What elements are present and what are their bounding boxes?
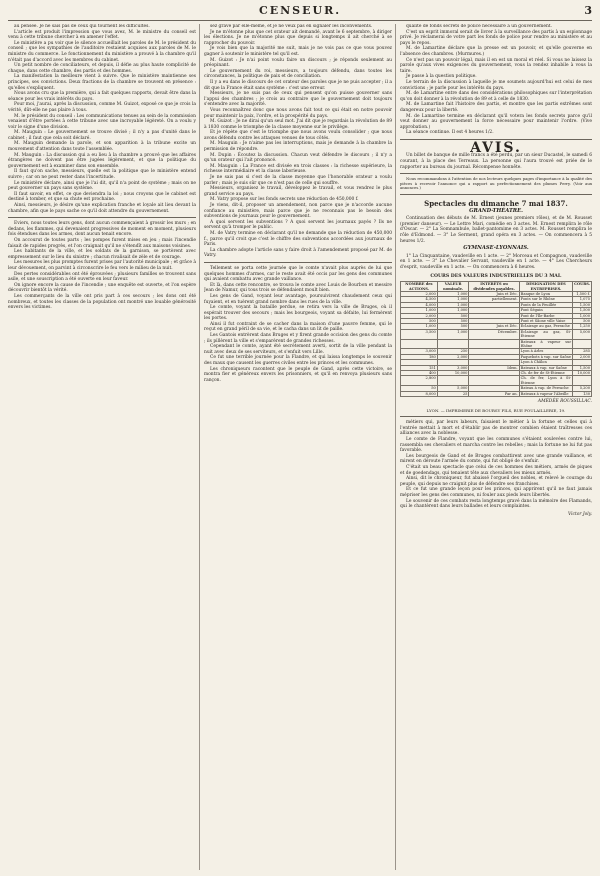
table-cell <box>437 339 469 349</box>
paragraph: Nous avons cru que la première, qui a fait quelques rapports, devait être dans la séance pour les vrais intérêts du pays. <box>8 91 196 102</box>
paragraph: Ce fut une terrible journée pour la Flandre, et qui laissa longtemps le souvenir des maux que causent les guerres civiles entre les princes et les communes. <box>204 355 392 367</box>
paragraph: M. le président du conseil : Les communications tenues au sein de la commission venaient d'être portées à cette tribune avec une incroyable légèreté. On a voulu y voir le signe d'une division. <box>8 113 196 130</box>
table-cell: 5,200 <box>573 386 592 391</box>
table-cell: 1,000 <box>437 297 469 302</box>
col2-top-article <box>204 24 392 259</box>
table-header: NOMBRE des ACTIONS. <box>401 282 438 292</box>
table-cell: 1,000 <box>573 313 592 318</box>
paragraph: Un petit nombre de conciliateurs, et depuis, il défie au plus haute complicité de chaque, dans cette chambre, des partis et des hommes. <box>8 63 196 74</box>
table-cell <box>401 339 438 349</box>
table-cell: Décembre. <box>469 329 519 339</box>
table-cell: Bateaux à vapeur sur Rhône <box>520 339 572 349</box>
stock-table <box>400 281 592 397</box>
paragraph: Les commerçants de la ville ont pris part à ces secours ; les dons ont été nombreux, et toutes les classes de la population ont montré une louable générosité envers les victimes. <box>8 293 196 311</box>
paragraph: Le terrain de la discussion à laquelle je me soumets aujourd'hui est celui de mes convictions ; je parle pour les intérêts du pays. <box>400 79 592 91</box>
table-cell: 4,000 <box>401 302 438 307</box>
table-cell: Éclairage au gaz, St-Étienne <box>520 329 572 339</box>
paragraph: Ainsi il fut contraint de se cacher dans la maison d'une pauvre femme, qui le reçut en grand péril de sa vie, et le cacha dans un lit de paille. <box>204 321 392 333</box>
paragraph: La chambre adopte l'article sans y faire droit à l'amendement proposé par M. de Vatry. <box>204 247 392 259</box>
table-cell: 2,000 <box>573 354 592 359</box>
column-3 <box>400 24 592 870</box>
table-cell: 2,000 <box>401 313 438 318</box>
table-cell: 1,000 <box>401 324 438 329</box>
paragraph: Vous reconnaîtrez donc que nous avons fait tout ce qui était en notre pouvoir pour maintenir la paix, l'ordre, et la prospérité du pays. <box>204 107 392 119</box>
paragraph: Je viens, dit-il, proposer un amendement, non parce que je n'accorde aucune confiance au ministère, mais parce que je ne reconnais pas le besoin des subventions de journaux pour le gouvernement. <box>204 203 392 220</box>
column-2 <box>204 24 392 870</box>
table-cell: Bateaux à vapeur l'Abeille <box>519 391 572 396</box>
table-cell: 1,000 <box>437 308 469 313</box>
table-cell: 500 <box>401 319 438 324</box>
paragraph: au pensée. Je ne sais pas de ceux qui tournent les difficultés. <box>14 24 150 29</box>
section-rule <box>204 262 392 263</box>
paragraph: Les Gantois entrèrent dans Bruges et y firent grande occision des gens du comte ; ils pillèrent la ville et s'emparèrent de grandes richesses. <box>204 333 392 344</box>
paragraph: Je passe à la question politique. <box>406 74 477 80</box>
paragraph: M. de Lamartine termine en déclarant qu'il votera les fonds secrets parce qu'il veut donner au gouvernement la force nécessaire pour maintenir l'ordre. (Vive approbation.) <box>400 113 592 130</box>
table-header: VALEUR nominale. <box>437 282 469 292</box>
paragraph: Et là, dans cette rencontre, se trouva le comte avec Louis de Bourbon et messire Jean de Namur, qui tous trois se défendaient moult bien. <box>204 282 392 294</box>
spectacles-heading: Spectacles du dimanche 7 mai 1837. <box>424 199 568 209</box>
table-cell: Bateau à vap. de Perrache <box>519 386 572 391</box>
table-cell: 500 <box>437 319 469 324</box>
section-rule <box>8 217 196 218</box>
table-cell: 151 <box>401 365 438 370</box>
table-cell: 10,000 <box>437 371 469 376</box>
table-cell <box>573 376 592 386</box>
column-divider <box>199 24 200 870</box>
table-cell: Pont de l'Ile-Barbe <box>519 313 572 318</box>
table-cell: 1,000 <box>401 308 438 313</box>
paragraph: métiers qui, par leurs labeurs, faisaient le métier à la fortune et celles qui à l'entrée mettait à mort et d'établir pas de montrer combien étaient traîtresses ces alliances avec la noblesse. <box>400 420 592 437</box>
section-rule <box>400 173 592 174</box>
paragraph: Ainsi, dit le chroniqueur, fut abaissé l'orgueil des nobles, et relevé le courage du peuple, qui depuis ne craignit plus de défendre ses franchises. <box>400 476 592 487</box>
paragraph: Pour moi, j'aurai, après la discussion, comme M. Guizot, exposé ce que je crois la vérité, dût-elle ne pas plaire à tous. <box>8 102 196 113</box>
paragraph: Et je répète que c'est le triomphe que nous avons voulu consolider ; que nous avons défendu contre les attaques venues de tous côtés. <box>204 130 392 141</box>
grand-theatre-heading: GRAND-THÉATRE. <box>469 207 523 214</box>
table-cell: 3,000 <box>437 365 469 370</box>
col3-top-article <box>400 24 592 136</box>
table-row <box>401 376 592 386</box>
col1-feuilleton <box>8 221 196 311</box>
paragraph: Je vois bien que la majorité me suit, mais je ne vois pas ce que vous pouvez gagner à soutenir le ministère tel qu'il est. <box>204 46 392 57</box>
paragraph: Les chroniqueurs racontent que le peuple de Gand, après cette victoire, se montra fier et généreux envers les prisonniers, et qu'il en renvoya plusieurs sans rançon. <box>204 366 392 383</box>
table-cell: Juin et Déc. <box>469 291 519 296</box>
table-cell: 1,500 <box>573 308 592 313</box>
paragraph: M. Mauguin : Je n'aime pas les interruptions, mais je demande à la chambre la permission de répondre. <box>204 141 392 153</box>
grand-theatre-text: Continuation des débuts de M. Ernest (jeunes premiers rôles), et de M. Rousset (premier danseur). — Le Lettre Mari, comédie en 3 actes. M. Ernest remplira le rôle d'Oscar. — 2° La Somnambule, ballet-pantomime en 3 actes. M. Rousset remplira le rôle d'Edmond. — 3° Le Serment, grand opéra en 3 actes. — On commencera à 5 heures 1/2. <box>400 216 592 244</box>
table-header: COURS. <box>573 282 592 292</box>
paragraph: Le souvenir de ces combats resta longtemps gravé dans la mémoire des Flamands, qui le chantèrent dans leurs ballades et leurs complaintes. <box>400 498 592 510</box>
table-cell: 50 <box>401 386 438 391</box>
paragraph: Les mesures les plus promptes furent prises par l'autorité municipale ; et grâce à leur dévouement, on parvint à circonscrire le feu vers le milieu de la nuit. <box>8 260 196 271</box>
col3-feuilleton <box>400 420 592 510</box>
paragraph: M. de Vatry termine en déclarant qu'il ne demande que la réduction de 450,000 f., parce qu'il croit que c'est le chiffre des subventions accordées aux journaux de Paris. <box>204 230 392 248</box>
paragraph: M. Mauguin demande la parole, et son apparition à la tribune excite un mouvement d'attention dans toute l'assemblée. <box>8 141 196 153</box>
column-divider <box>395 24 396 870</box>
table-cell: 1,500 <box>573 302 592 307</box>
paragraph: L'article est produit l'impression que vous avez, M. le ministre du conseil est venu à cette tribune chercher à en amener l'effet. <box>8 29 196 41</box>
paragraph: M. Mauguin : La discussion qui a eu lieu à la chambre a prouvé que les affaires étrangères ne doivent pas être jugées légèrement, et que la politique du gouvernement est à examiner dans son ensemble. <box>8 152 196 169</box>
table-cell: partiellement. <box>469 297 519 302</box>
table-cell: Éclairage au gaz, Perrache <box>519 324 572 329</box>
table-header: INTÉRÊTS ou dividendes payables. <box>469 282 519 292</box>
paragraph: M. Guizot : Je n'ai point voulu faire un discours ; je réponds seulement au préopinant. <box>204 57 392 69</box>
paragraph: Cependant le comte, ayant été secrètement averti, sortit de la ville pendant la nuit avec deux de ses serviteurs, et s'enfuit vers Lille. <box>204 344 392 355</box>
table-signature: AMÉDÉE ROUSSILLAC. <box>537 399 592 405</box>
column-1 <box>8 24 196 870</box>
table-title: COURS DES VALEURS INDUSTRIELLES DU 3 MAI. <box>430 273 562 279</box>
col1-top-article <box>8 24 196 214</box>
paragraph: M. de Lamartine déclare que la presse est un pouvoir, et qu'elle gouverne en l'absence des chambres. (Murmures.) <box>400 46 592 57</box>
table-cell: 2,000 <box>437 354 469 359</box>
table-row <box>401 391 592 396</box>
table-cell: Juin et Déc. <box>469 324 519 329</box>
table-cell: 285 <box>573 349 592 354</box>
printer-line: LYON. — IMPRIMERIE DE BOURSY FILS, RUE POULAILLERIE, 19. <box>426 407 566 413</box>
paragraph: qualité de fonds secrets de police nécessaire à un gouvernement. <box>406 24 552 29</box>
table-cell: 5,000 <box>573 329 592 339</box>
table-cell: Pont et Sâone ville Vaise <box>519 319 572 324</box>
page-header <box>8 4 592 21</box>
paragraph: Ainsi, messieurs, je désire qu'une explication franche et loyale ait lieu devant la chambre, afin que le pays sache ce qu'il doit attendre du gouvernement. <box>8 203 196 214</box>
paragraph: On accourut de toutes parts ; les pompes furent mises en jeu ; mais l'incendie faisait de rapides progrès, et l'on craignait qu'il ne s'étendît aux maisons voisines. <box>8 237 196 249</box>
paragraph: La séance continue. Il est 4 heures 1/2. <box>406 130 494 136</box>
paragraph: Les bourgeois de Gand et de Bruges combattirent avec une grande vaillance, et mirent en déroute l'armée du comte, qui fut obligé de s'enfuir. <box>400 453 592 465</box>
paragraph: Le ministère déclare, ainsi que je l'ai dit, qu'il n'a point de système ; mais on ne peut gouverner un pays sans système. <box>8 180 196 192</box>
section-rule <box>400 194 592 195</box>
table-cell: Bateaux à vap. sur Saône <box>519 365 572 370</box>
paragraph: M. Mauguin : La France est divisée en trois classes : la richesse supérieure, la richesse intermédiaire et la classe laborieuse. <box>204 163 392 175</box>
paragraph: Tellement se porta cette journée que le comte n'avait plus auprès de lui que quelques hommes d'armes, car le reste avait été occis par les gens des communes qui avaient combattu avec grande vaillance. <box>204 265 392 283</box>
paragraph: M. Dupin : Écoutez la discussion. Chacun veut défendre le discours ; il n'y a qu'un orateur qui l'ait prononcé. <box>204 152 392 164</box>
paragraph: Je ne m'étonne plus que cet orateur ait demandé, avant le 6 septembre, à diriger les élections. Je ne m'étonne plus que depuis si longtemps il ait cherché à se rapprocher du pouvoir. <box>204 29 392 46</box>
table-cell: 1,000 <box>437 291 469 296</box>
avis-text: Un billet de banque de mille francs a été perdu, par un sieur Ducastel, le samedi 6 courant, à la place des Terreaux. La personne qui l'aura trouvé est priée de le rapporter au bureau du journal. Récompense honnête. <box>400 153 592 170</box>
table-cell: 500 <box>573 319 592 324</box>
table-cell <box>437 376 469 386</box>
table-cell: Ponts de la Feuillée <box>519 302 572 307</box>
table-cell: 5,000 <box>437 386 469 391</box>
table-cell: Lyon à Arles <box>519 349 572 354</box>
paragraph: M. Mauguin : Le gouvernement se trouve divisé ; il n'y a pas d'unité dans le cabinet ; il faut que cela soit déclaré. <box>8 130 196 141</box>
paragraph: Le ministère a pu voir que le silence accueillait les paroles de M. le président du conseil ; que les sympathies de l'auditoire restaient acquises aux paroles de M. le ministre du commerce. Le fonctionnement du ministère a prouvé à la chambre qu'il n'était pas d'accord avec les membres du cabinet. <box>8 40 196 63</box>
table-cell: Par an. <box>469 391 519 396</box>
paragraph: sez grave par elle-même, et je ne veux pas en signaler les inconvénients. <box>210 24 373 29</box>
table-row <box>401 329 592 339</box>
gymnase-text: 1° La Cinquantaine, vaudeville en 1 acte. — 2° Morceau et Compagnon, vaudeville en 1 acte. — 3° Le Chevalier Servant, vaudeville en 1 acte. — 4° Les Chercheurs d'esprit, vaudeville en 1 acte. — On commencera à 6 heures. <box>400 253 592 270</box>
table-cell: 3,000 <box>401 349 438 354</box>
table-cell: 1,000 <box>437 329 469 339</box>
paragraph: Le comte, voyant la bataille perdue, se retira vers la ville de Bruges, où il espérait trouver des secours ; mais les bourgeois, voyant sa défaite, lui fermèrent les portes. <box>204 305 392 322</box>
table-cell <box>469 376 519 386</box>
paragraph: M. Guizot : Je ne dirai qu'un seul mot. J'ai dit que je regardais la révolution de 89 à 1830 comme le triomphe de la classe moyenne sur le privilège. <box>204 119 392 130</box>
table-header: DÉSIGNATION DES ENTREPRISES. <box>519 282 572 292</box>
table-cell: Banque de Lyon <box>519 291 572 296</box>
table-cell: 25 <box>437 391 469 396</box>
table-cell: Lyon à Châlon <box>519 360 572 365</box>
table-row <box>401 324 592 329</box>
paragraph: Les gens de Gand, voyant leur avantage, poursuivirent chaudement ceux qui fuyaient, et en tuèrent grand nombre dans les rues de la ville. <box>204 293 392 305</box>
paragraph: M. Vatry propose sur les fonds secrets une réduction de 450,000 f. <box>210 197 359 203</box>
table-cell: 500 <box>437 313 469 318</box>
table-cell: Ch. de fer, Lyon à St-Étienne <box>520 376 572 385</box>
table-cell: 1,500 <box>573 365 592 370</box>
table-cell: 1,500 f. <box>573 291 592 296</box>
paragraph: C'était un beau spectacle que celui de ces hommes des métiers, armés de piques et de goedendags, qui tenaient tête aux chevaliers les mieux armés. <box>400 465 592 476</box>
paragraph: On ignore encore la cause de l'incendie ; une enquête est ouverte, et l'on espère découvrir bientôt la vérité. <box>8 282 196 294</box>
paragraph: Il faut savoir, en effet, ce que deviendra la loi ; nous croyons que le cabinet est destiné à tomber, et que sa chute est prochaine. <box>8 191 196 203</box>
newspaper-title: CENSEUR. <box>258 4 342 17</box>
paragraph: Le gouvernement du roi, messieurs, a toujours défendu, dans toutes les circonstances, la politique de paix et de conciliation. <box>204 68 392 80</box>
table-cell: 4,500 <box>401 297 438 302</box>
paragraph: C'est un esprit immoral serait de livrer à la surveillance des partis à un espionnage privé. Je réclamerai de votre part les fonds de police pour rendre au ministère et au pays le repos. <box>400 29 592 46</box>
table-row <box>401 339 592 349</box>
paragraph: M. de Lamartine fait l'histoire des partis, et montre que les partis extrêmes sont dangereux pour la liberté. <box>400 102 592 113</box>
page-number: 3 <box>584 4 592 17</box>
table-cell <box>573 339 592 349</box>
col2-feuilleton <box>204 266 392 383</box>
table-cell: Paquebots à vap. sur Saône <box>520 354 571 359</box>
table-cell: 2,000 <box>401 291 438 296</box>
table-cell: Idem. <box>469 365 519 370</box>
paragraph: Et ce fut une grande leçon pour les princes, qui apprirent qu'il ne faut jamais mépriser les gens des communes, ni fouler aux pieds leurs libertés. <box>400 487 592 498</box>
paragraph: M. de Lamartine entre dans des considérations philosophiques sur l'interprétation qu'on doit donner à la révolution de 89 et à celle de 1830. <box>400 91 592 102</box>
table-cell: 1,075 <box>573 297 592 302</box>
table-cell: 3,500 <box>401 329 438 339</box>
paragraph: Des pertes considérables ont été éprouvées ; plusieurs familles se trouvent sans asile, et une souscription a été ouverte en leur faveur. <box>8 271 196 283</box>
section-rule <box>400 416 592 417</box>
table-cell: 10,000 <box>573 371 592 376</box>
paragraph: Les habitants de la ville, et les soldats de la garnison, se portèrent avec empressement sur le lieu du sinistre ; chacun rivalisait de zèle et de courage. <box>8 249 196 260</box>
table-cell <box>469 339 519 349</box>
table-cell: 250 <box>437 349 469 354</box>
paragraph: Messieurs, je ne suis pas de ceux qui pensent qu'on puisse gouverner sans l'appui des chambres ; je crois au contraire que le gouvernement doit toujours s'entendre avec la majorité. <box>204 91 392 108</box>
table-cell: 2,800 <box>401 376 438 386</box>
table-cell: 8,000 <box>401 391 438 396</box>
gymnase-heading: GYMNASE-LYONNAIS. <box>463 245 529 252</box>
table-cell: Pont Séguin <box>519 308 572 313</box>
table-cell: 130 <box>573 391 592 396</box>
author-signature: Victor Joly. <box>568 511 592 517</box>
paragraph: Ce n'est pas un pouvoir légal, mais il en est un moral et réel. Si vous ne laissez la parole qu'aux vives exigences du gouvernement, vous la rendez inhabile à vous la taire. <box>400 57 592 74</box>
paragraph: Il faut qu'on sache, messieurs, quelle est la politique que le ministère entend suivre ; car on ne peut rester dans l'incertitude. <box>8 169 196 181</box>
table-cell: 180 <box>401 354 438 359</box>
paragraph: Eviers, nous toutes leurs gens, dont aucun commençaient à grossir les murs ; en dedans, les flammes, qui devenaient progressives de moment en moment, plusieurs fois étendues dans les armes, dont aucun tenait encore. <box>8 221 196 238</box>
paragraph: Le comte de Flandre, voyant que les communes s'étaient soulevées contre lui, rassembla ses chevaliers et marcha contre les rebelles ; mais la fortune ne lui fut pas favorable. <box>400 437 592 454</box>
avis-heading: AVIS. <box>470 139 522 156</box>
table-cell: 400 <box>401 371 438 376</box>
paragraph: Messieurs, organisez le travail, développez le travail, et vous rendrez le plus grand service au pays. <box>204 186 392 197</box>
table-cell: Ponts sur le Rhône <box>519 297 572 302</box>
notice-text: Nous recommandons à l'attention de nos lecteurs quelques pages d'importance à la qualité des pièces à recevoir l'annonce qui a rapport au perfectionnement des plumes Perry. (Voir aux annonces.) <box>400 176 592 191</box>
paragraph: Je ne sais pas si c'est de la classe moyenne que l'honorable orateur a voulu parler ; mais je suis sûr que ce n'est pas de celle qui souffre. <box>204 175 392 186</box>
paragraph: A quoi servent les subventions ? A quoi servent les journaux payés ? Ils ne servent qu'à tromper le public. <box>204 219 392 231</box>
paragraph: La manifestation la meilleure vient à suivre. Que le ministère maintienne ses principes, ses convictions. Deux fractions de la chambre se trouvent en présence : qu'elles s'expliquent. <box>8 74 196 91</box>
table-cell: Ch. de fer de St-Étienne <box>519 371 572 376</box>
table-cell: 1,000 <box>437 302 469 307</box>
table-cell: 1,250 <box>573 324 592 329</box>
table-cell: 500 <box>437 324 469 329</box>
paragraph: Il y a eu dans le discours de cet orateur des paroles que je ne puis accepter ; il a dit que la France était sans système : c'est une erreur. <box>204 79 392 91</box>
